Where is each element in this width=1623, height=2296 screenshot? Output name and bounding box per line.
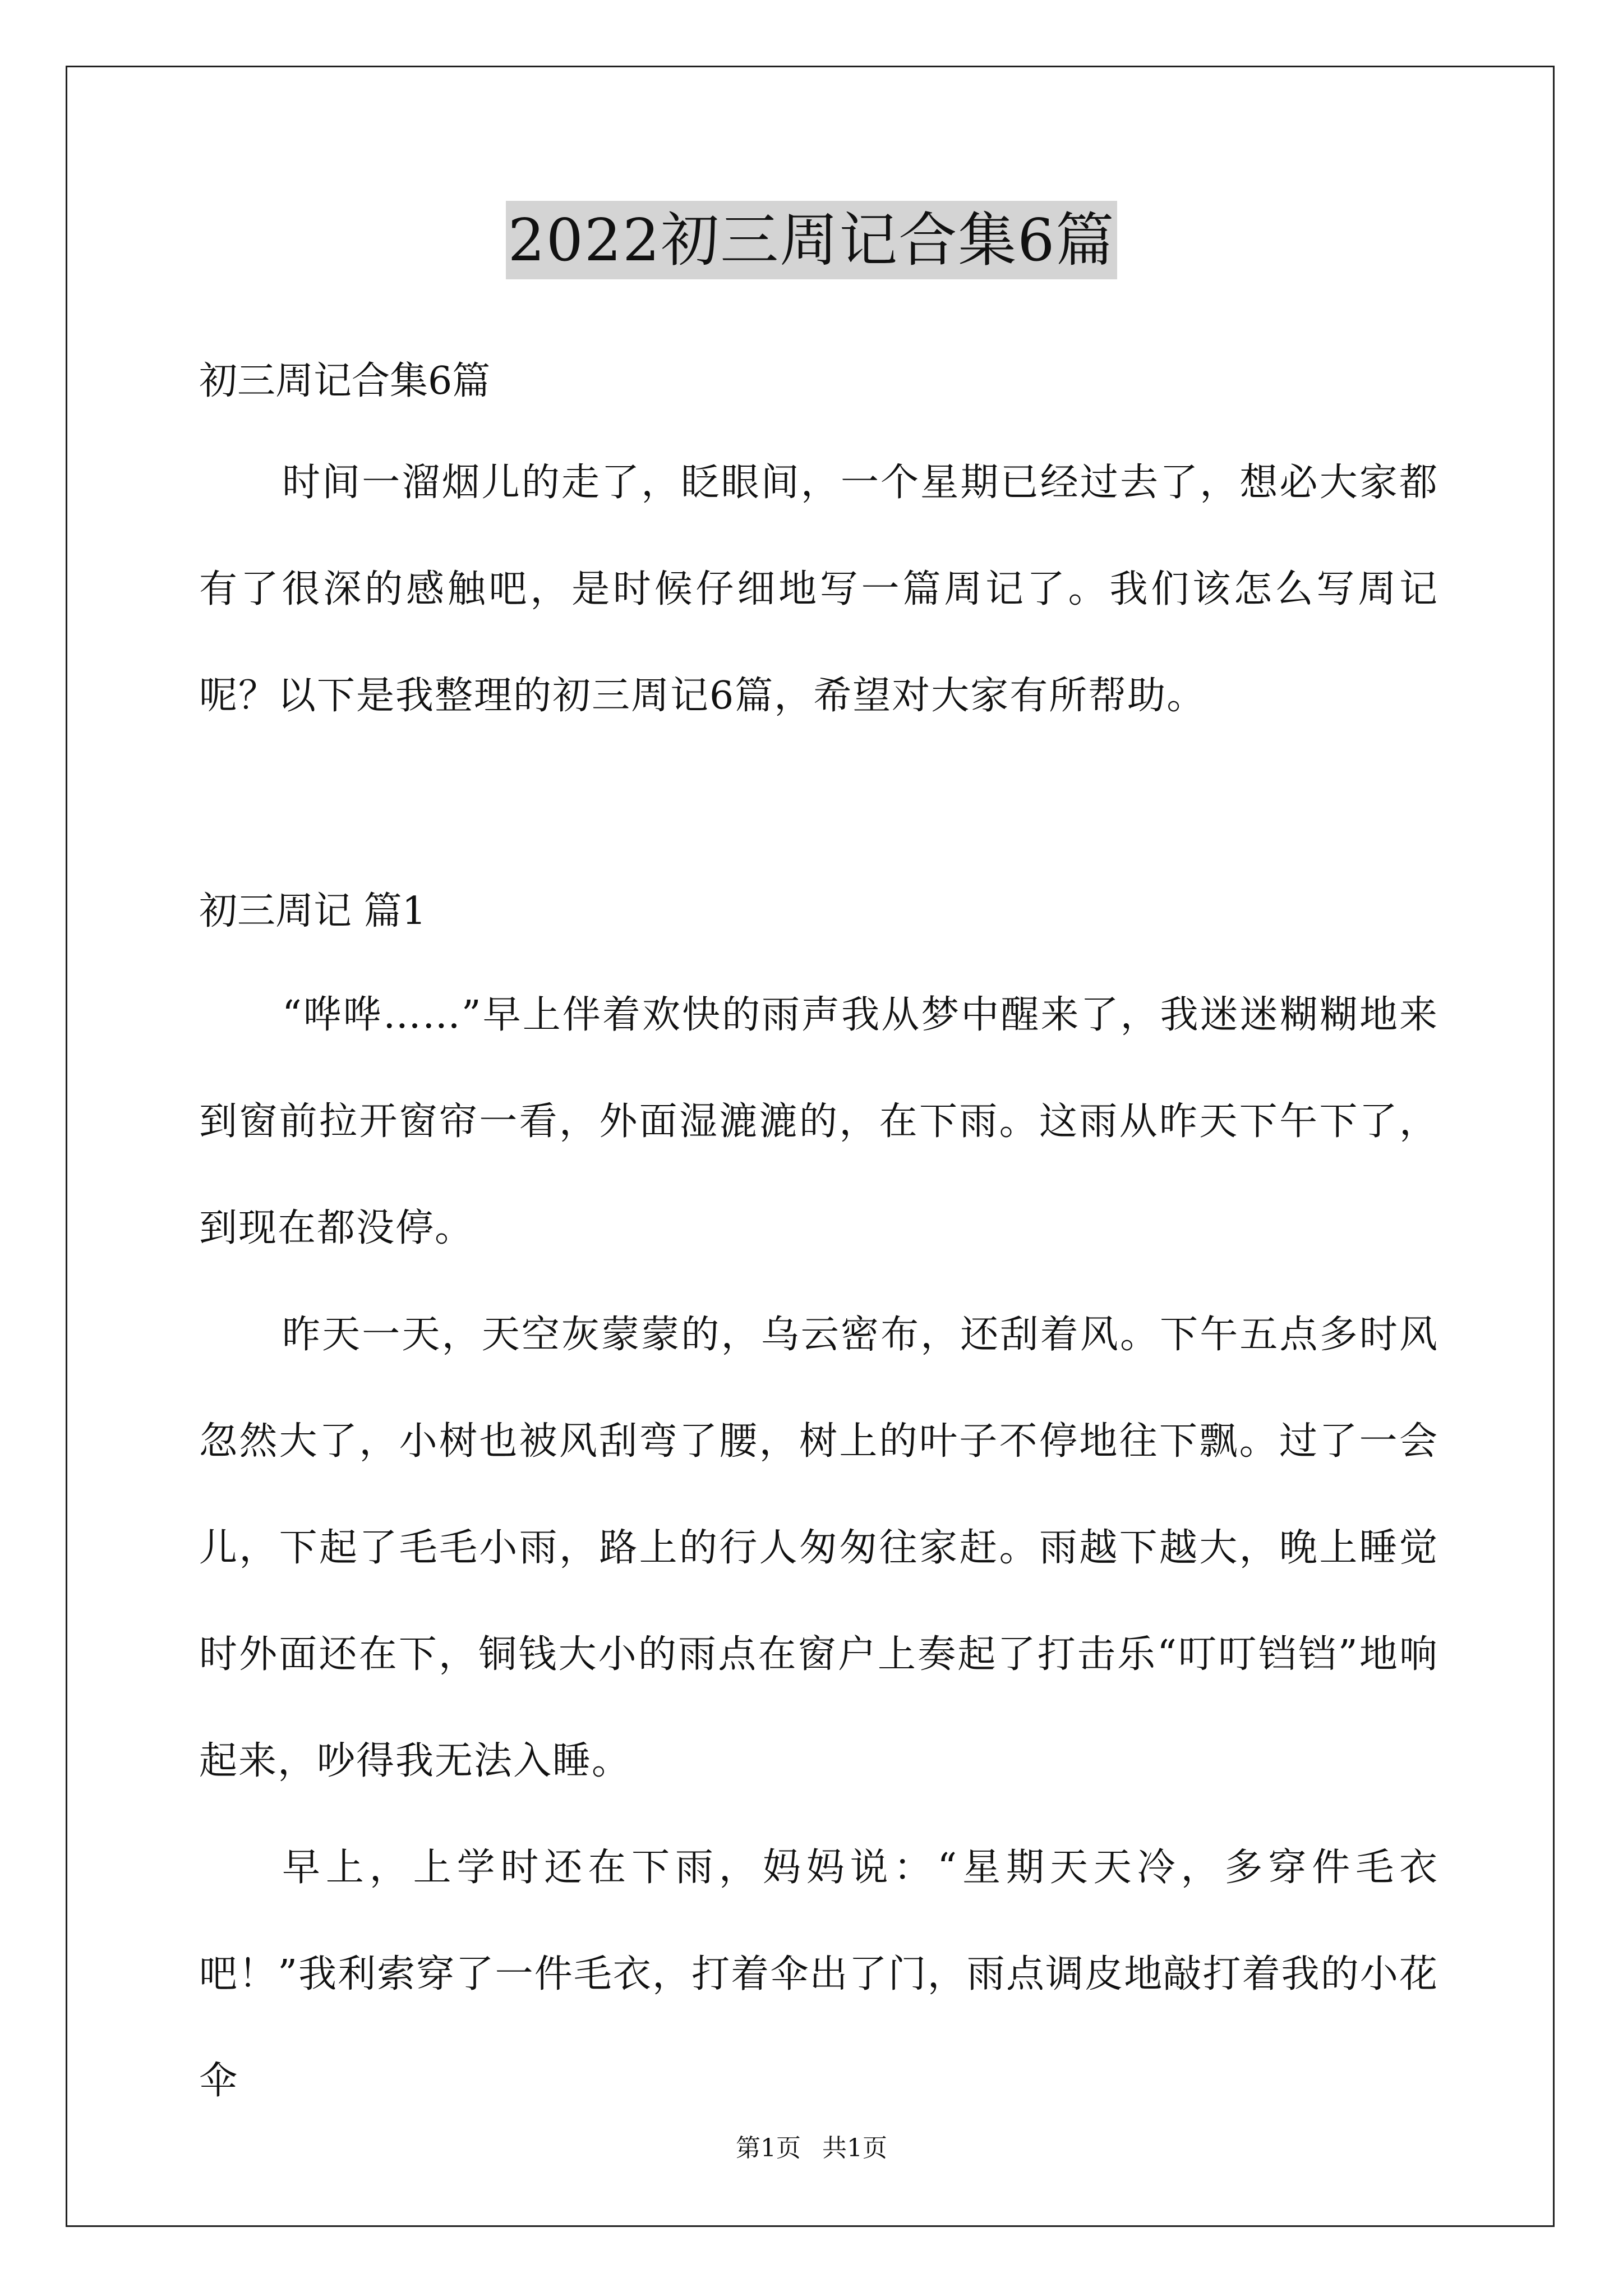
document-subtitle: 初三周记合集6篇	[199, 359, 491, 403]
body-paragraph-3: 早上，上学时还在下雨，妈妈说：“星期天天冷，多穿件毛衣吧！”我利索穿了一件毛衣，打着伞出了门，雨点调皮地敲打着我的小花伞	[199, 1846, 1438, 2103]
title-container	[0, 201, 1623, 279]
total-pages-label: 共1页	[822, 2134, 887, 2162]
intro-paragraph: 时间一溜烟儿的走了，眨眼间，一个星期已经过去了，想必大家都有了很深的感触吧，是时候仔细地写一篇周记了。我们该怎么写周记呢？以下是我整理的初三周记6篇，希望对大家有所帮助。	[199, 461, 1438, 718]
section-heading: 初三周记 篇1	[199, 889, 426, 933]
page-footer	[0, 2132, 1623, 2165]
body-paragraph-2: 昨天一天，天空灰蒙蒙的，乌云密布，还刮着风。下午五点多时风忽然大了，小树也被风刮弯了腰，树上的叶子不停地往下飘。过了一会儿，下起了毛毛小雨，路上的行人匆匆往家赶。雨越下越大，晚上睡觉时外面还在下，铜钱大小的雨点在窗户上奏起了打击乐“叮叮铛铛”地响起来，吵得我无法入睡。	[199, 1313, 1438, 1783]
page-number-label: 第1页	[736, 2134, 801, 2162]
document-title: 2022初三周记合集6篇	[506, 201, 1118, 279]
body-paragraph-1: “哗哗……”早上伴着欢快的雨声我从梦中醒来了，我迷迷糊糊地来到窗前拉开窗帘一看，外面湿漉漉的，在下雨。这雨从昨天下午下了，到现在都没停。	[199, 993, 1438, 1250]
